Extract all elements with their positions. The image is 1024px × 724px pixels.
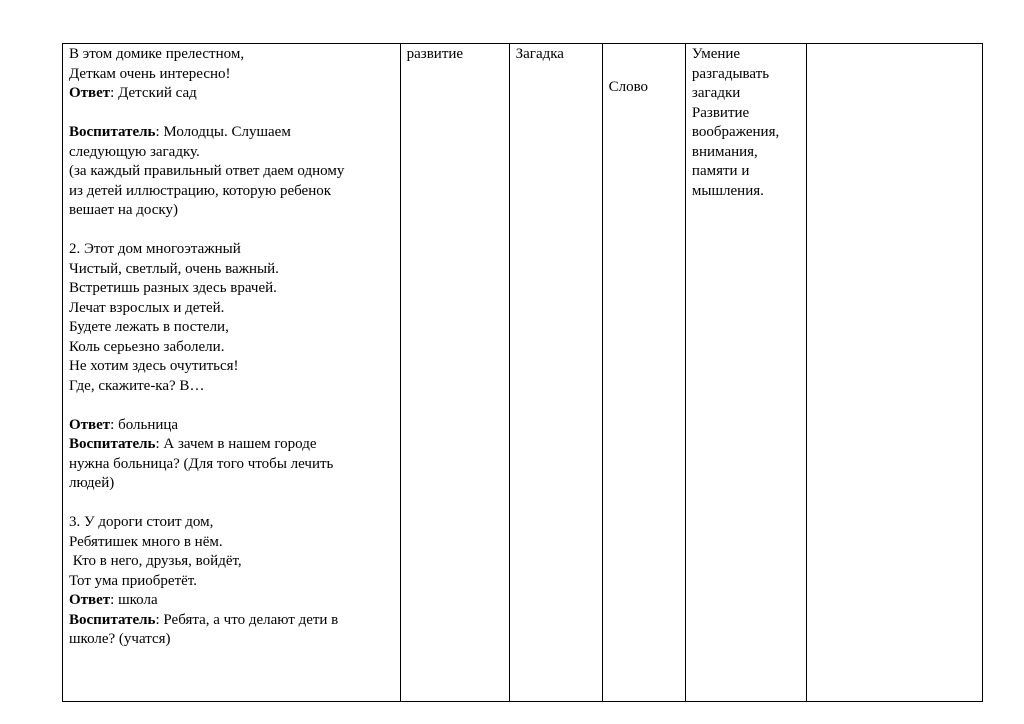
- teacher-2-line-3: людей): [69, 475, 115, 491]
- goals-cell: [685, 44, 806, 702]
- area-text: развитие: [406, 46, 464, 62]
- teacher-text: : А зачем в нашем городе: [155, 436, 317, 452]
- answer-1: [69, 84, 394, 104]
- goal-line-4: Развитие: [691, 104, 750, 121]
- goal-line-3: загадки: [691, 85, 741, 101]
- answer-2: [69, 416, 394, 436]
- goal-line-2: разгадывать: [691, 65, 770, 82]
- teacher-2: [69, 435, 394, 455]
- teacher-1-line-3: (за каждый правильный ответ даем одному: [69, 163, 345, 179]
- teacher-label: Воспитатель: [69, 436, 156, 452]
- teacher-text: : Молодцы. Слушаем: [155, 124, 291, 140]
- goal-line-8: мышления.: [691, 182, 764, 199]
- goal-line-6: внимания,: [691, 143, 758, 160]
- riddle-2-line-1: 2. Этот дом многоэтажный: [69, 241, 241, 257]
- riddle-1-line-1: В этом домике прелестном,: [69, 46, 245, 62]
- teacher-1: [69, 123, 394, 143]
- goal-line-1: Умение: [691, 46, 741, 62]
- riddle-2-line-7: Не хотим здесь очутиться!: [69, 358, 239, 374]
- riddle-2-line-3: Встретишь разных здесь врачей.: [69, 280, 277, 296]
- riddle-2-line-2: Чистый, светлый, очень важный.: [69, 260, 279, 277]
- teacher-1-line-2: следующую загадку.: [69, 143, 200, 160]
- answer-label: Ответ: [69, 416, 111, 433]
- notes-cell: [806, 44, 982, 702]
- answer-text: : школа: [110, 592, 158, 608]
- spacer: [69, 104, 394, 124]
- content-cell: [63, 44, 401, 702]
- teacher-text: : Ребята, а что делают дети в: [155, 611, 339, 628]
- teacher-1-line-5: вешает на доску): [69, 202, 178, 218]
- riddle-2-line-8: Где, скажите-ка? В…: [69, 377, 205, 394]
- spacer: [69, 221, 394, 241]
- teacher-label: Воспитатель: [69, 611, 156, 628]
- riddle-3-line-2: Ребятишек много в нём.: [69, 533, 223, 550]
- means-cell: [602, 44, 685, 702]
- teacher-2-line-2: нужна больница? (Для того чтобы лечить: [69, 455, 334, 472]
- lesson-table: [62, 43, 983, 702]
- teacher-label: Воспитатель: [69, 124, 156, 140]
- answer-label: Ответ: [69, 85, 111, 101]
- riddle-1-line-2: Деткам очень интересно!: [69, 65, 231, 82]
- riddle-3-line-4: Тот ума приобретёт.: [69, 572, 197, 589]
- riddle-2-line-6: Коль серьезно заболели.: [69, 338, 225, 355]
- riddle-3-line-1: 3. У дороги стоит дом,: [69, 514, 214, 530]
- goal-line-7: памяти и: [691, 163, 750, 179]
- riddle-2-line-4: Лечат взрослых и детей.: [69, 299, 225, 316]
- method-text: Загадка: [515, 46, 564, 62]
- answer-text: : Детский сад: [110, 85, 197, 101]
- goal-line-5: воображения,: [691, 124, 780, 140]
- teacher-3: [69, 611, 394, 631]
- spacer: [69, 494, 394, 514]
- answer-3: [69, 591, 394, 611]
- teacher-3-line-2: школе? (учатся): [69, 631, 171, 647]
- answer-text: : больница: [110, 416, 179, 433]
- spacer: [69, 396, 394, 416]
- answer-label: Ответ: [69, 592, 111, 608]
- area-cell: [400, 44, 509, 702]
- method-cell: [509, 44, 602, 702]
- riddle-3-line-3: Кто в него, друзья, войдёт,: [69, 553, 242, 569]
- riddle-2-line-5: Будете лежать в постели,: [69, 319, 229, 335]
- teacher-1-line-4: из детей иллюстрацию, которую ребенок: [69, 182, 332, 199]
- table-row: [63, 44, 983, 702]
- means-text: Слово: [608, 79, 649, 95]
